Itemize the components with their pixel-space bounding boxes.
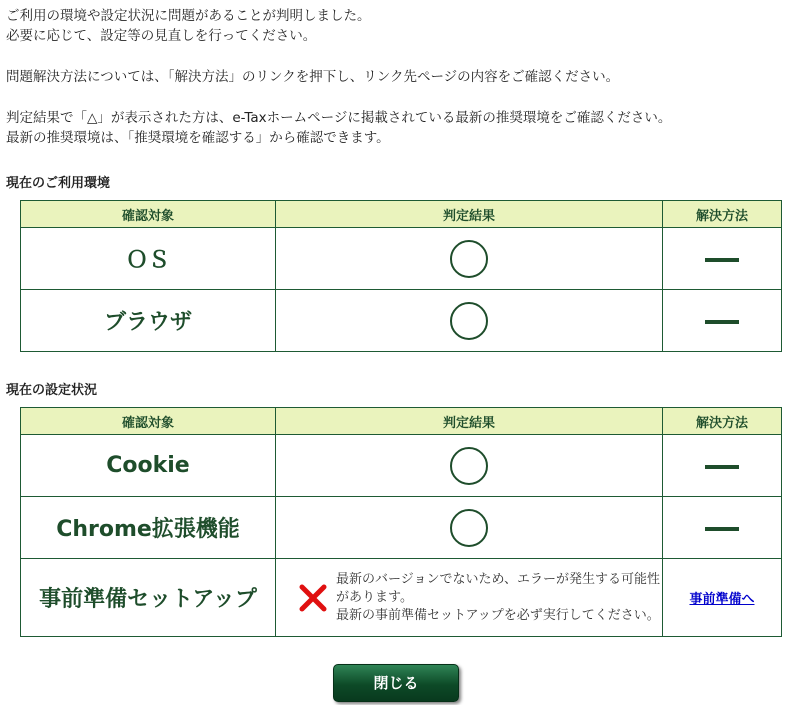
error-message-line: 最新の事前準備セットアップを必ず実行してください。 <box>336 607 660 623</box>
intro-line: 判定結果で「△」が表示された方は、e-Taxホームページに掲載されている最新の推奨環境をご確認ください。 <box>6 110 672 126</box>
circle-icon <box>450 240 488 278</box>
setup-link[interactable]: 事前準備へ <box>689 592 755 607</box>
intro-line: 問題解決方法については、「解決方法」のリンクを押下し、リンク先ページの内容をご確認ください。 <box>6 69 620 85</box>
close-button[interactable]: 閉じる <box>333 664 459 702</box>
solution-cell <box>663 497 782 559</box>
error-message <box>336 571 662 625</box>
error-message-line: 最新のバージョンでないため、エラーが発生する可能性があります。 <box>336 571 660 605</box>
table-row <box>21 228 782 290</box>
target-browser: ブラウザ <box>21 290 276 352</box>
table-row <box>21 290 782 352</box>
header-target: 確認対象 <box>21 201 276 228</box>
table-row <box>21 559 782 637</box>
table-row <box>21 435 782 497</box>
circle-icon <box>450 447 488 485</box>
header-result: 判定結果 <box>276 201 663 228</box>
dash-icon <box>705 320 739 324</box>
header-target: 確認対象 <box>21 408 276 435</box>
cross-icon <box>298 583 328 613</box>
header-solution: 解決方法 <box>663 408 782 435</box>
result-cell <box>276 228 663 290</box>
table-header-row <box>21 201 782 228</box>
intro-line: 最新の推奨環境は、「推奨環境を確認する」から確認できます。 <box>6 130 390 146</box>
dash-icon <box>705 465 739 469</box>
circle-icon <box>450 302 488 340</box>
solution-cell <box>663 228 782 290</box>
env-section-title: 現在のご利用環境 <box>6 176 111 191</box>
result-cell <box>276 290 663 352</box>
circle-icon <box>450 509 488 547</box>
dash-icon <box>705 527 739 531</box>
result-cell <box>276 435 663 497</box>
solution-cell <box>663 435 782 497</box>
env-table <box>20 200 782 352</box>
settings-section-title: 現在の設定状況 <box>6 383 98 398</box>
header-result: 判定結果 <box>276 408 663 435</box>
solution-cell <box>663 290 782 352</box>
settings-table <box>20 407 782 637</box>
dash-icon <box>705 258 739 262</box>
header-solution: 解決方法 <box>663 201 782 228</box>
intro-text <box>6 6 786 148</box>
intro-line: 必要に応じて、設定等の見直しを行ってください。 <box>6 28 317 44</box>
table-header-row <box>21 408 782 435</box>
result-cell <box>276 559 663 637</box>
target-setup: 事前準備セットアップ <box>21 559 276 637</box>
target-cookie: Cookie <box>21 435 276 497</box>
table-row <box>21 497 782 559</box>
result-cell <box>276 497 663 559</box>
target-chrome-extension: Chrome拡張機能 <box>21 497 276 559</box>
solution-cell <box>663 559 782 637</box>
target-os: ＯＳ <box>21 228 276 290</box>
intro-line: ご利用の環境や設定状況に問題があることが判明しました。 <box>6 8 371 24</box>
